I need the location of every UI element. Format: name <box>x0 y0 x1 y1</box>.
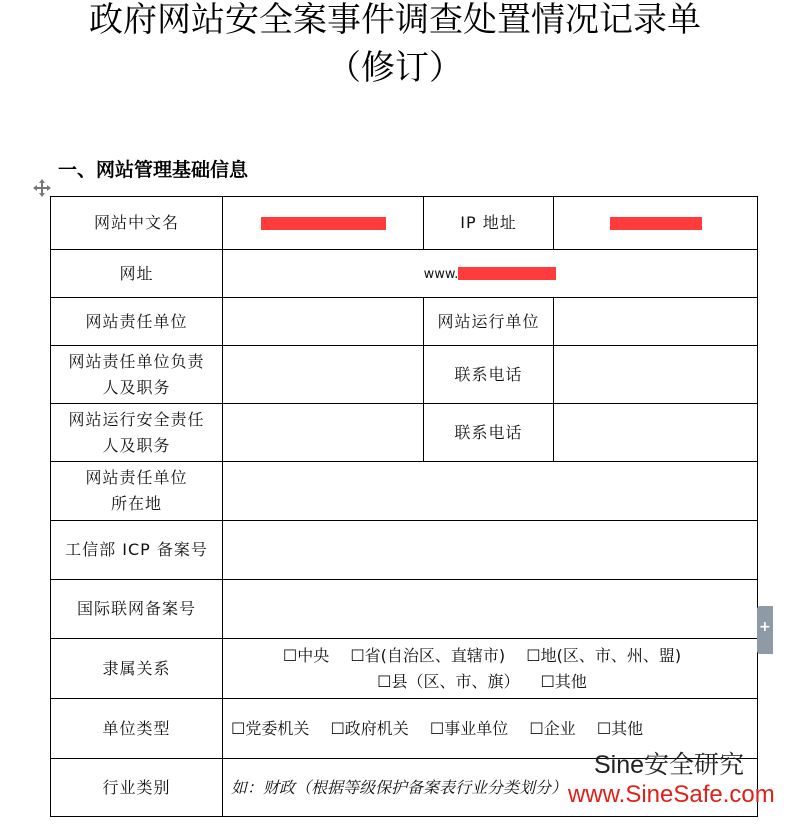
option-institution[interactable]: ☐事业单位 <box>429 718 509 738</box>
label-line: 网站责任单位 <box>85 468 188 487</box>
option-line <box>227 643 753 669</box>
affiliation-options <box>223 639 758 699</box>
site-name-value[interactable] <box>223 197 424 250</box>
table-row <box>51 346 758 404</box>
label-line: 网站责任单位负责 <box>68 351 205 371</box>
redaction-mark <box>261 217 386 230</box>
option-prefecture[interactable]: ☐地(区、市、州、盟) <box>526 645 682 665</box>
responsible-head-value[interactable] <box>223 346 424 404</box>
site-name-label: 网站中文名 <box>51 197 223 250</box>
option-central[interactable]: ☐中央 <box>282 645 330 665</box>
intl-label: 国际联网备案号 <box>51 580 223 639</box>
redaction-mark <box>458 267 556 280</box>
phone-label-2: 联系电话 <box>424 404 554 462</box>
option-type-other[interactable]: ☐其他 <box>596 718 644 738</box>
url-label: 网址 <box>51 250 223 298</box>
phone-value-2[interactable] <box>554 404 758 462</box>
option-enterprise[interactable]: ☐企业 <box>529 718 576 738</box>
table-row <box>51 639 758 699</box>
industry-example[interactable]: 如：财政（根据等级保护备案表行业分类划分） <box>223 759 758 817</box>
table-row <box>51 250 758 298</box>
side-expand-tab[interactable] <box>757 606 773 654</box>
intl-value[interactable] <box>223 580 758 639</box>
table-row <box>51 404 758 462</box>
label-line: 人及职务 <box>102 435 171 455</box>
option-county[interactable]: ☐县（区、市、旗） <box>377 671 520 691</box>
responsible-unit-value[interactable] <box>223 298 424 346</box>
option-line <box>227 669 753 695</box>
table-move-handle-icon[interactable] <box>32 178 52 198</box>
document-title-line1: 政府网站安全案事件调查处置情况记录单 <box>89 0 701 40</box>
icp-value[interactable] <box>223 521 758 580</box>
redaction-mark <box>610 217 702 230</box>
watermark-url: www.SineSafe.com <box>568 781 775 808</box>
label-line: 网站运行安全责任 <box>68 409 205 429</box>
option-other[interactable]: ☐其他 <box>540 671 587 691</box>
icp-label: 工信部 ICP 备案号 <box>51 521 223 580</box>
table-row <box>51 580 758 639</box>
affiliation-label: 隶属关系 <box>51 639 223 699</box>
plus-icon: + <box>759 619 771 635</box>
operation-unit-value[interactable] <box>554 298 758 346</box>
unit-type-label: 单位类型 <box>51 699 223 759</box>
option-party[interactable]: ☐党委机关 <box>231 718 310 738</box>
section-heading: 一、网站管理基础信息 <box>58 159 249 181</box>
table-row <box>51 197 758 250</box>
document-title-line2: （修订） <box>327 48 463 88</box>
ip-label: IP 地址 <box>424 197 554 250</box>
label-line: 人及职务 <box>102 377 171 397</box>
industry-label: 行业类别 <box>51 759 223 817</box>
option-government[interactable]: ☐政府机关 <box>330 718 409 738</box>
url-value-cell[interactable] <box>223 250 758 298</box>
phone-value-1[interactable] <box>554 346 758 404</box>
responsible-unit-label: 网站责任单位 <box>51 298 223 346</box>
table-row <box>51 462 758 521</box>
label-line: 所在地 <box>110 494 162 513</box>
op-security-value[interactable] <box>223 404 424 462</box>
operation-unit-label: 网站运行单位 <box>424 298 554 346</box>
option-province[interactable]: ☐省(自治区、直辖市) <box>350 645 506 665</box>
table-row <box>51 298 758 346</box>
info-table <box>50 196 758 817</box>
responsible-head-label <box>51 346 223 404</box>
phone-label-1: 联系电话 <box>424 346 554 404</box>
watermark-title: Sine安全研究 <box>594 751 745 779</box>
ip-value[interactable] <box>554 197 758 250</box>
url-value: www. <box>423 266 459 282</box>
location-label <box>51 462 223 521</box>
op-security-label <box>51 404 223 462</box>
location-value[interactable] <box>223 462 758 521</box>
table-row <box>51 521 758 580</box>
